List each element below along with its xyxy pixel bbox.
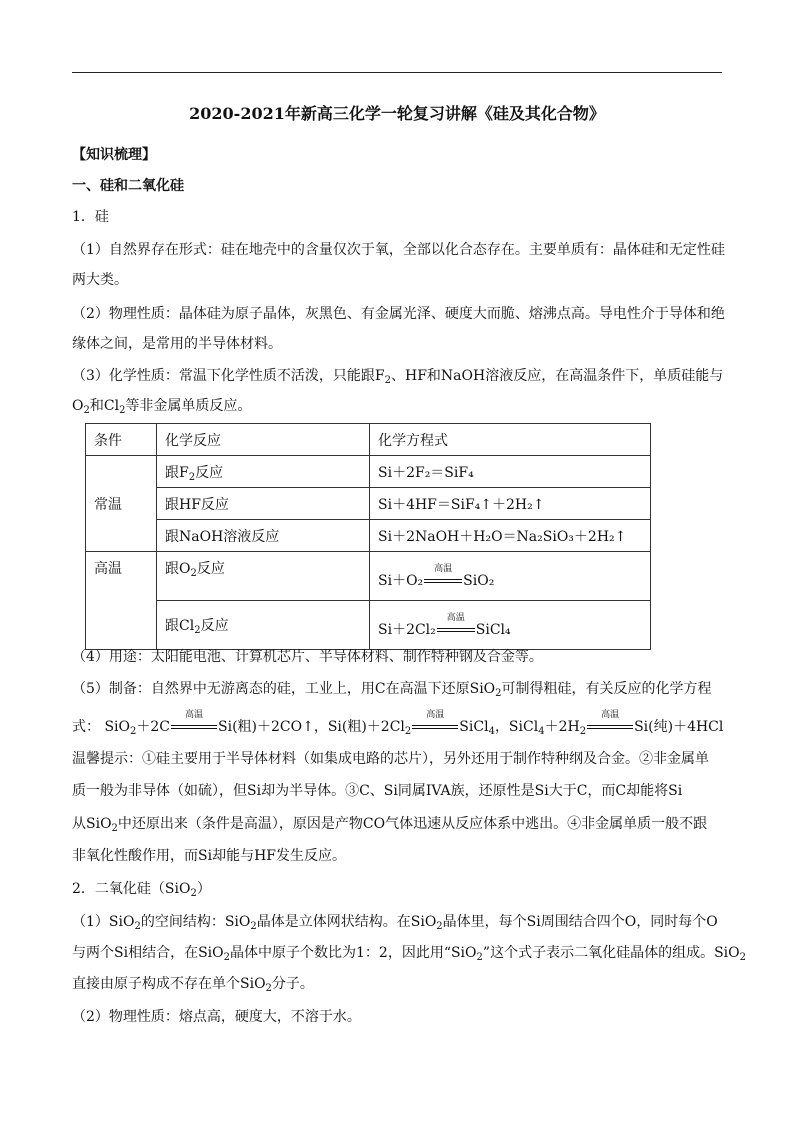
para-physical-line2: 缘体之间，是常用的半导体材料。 [72, 336, 282, 352]
equation-cell: Si＋2Cl₂ 高温 SiCl₄ [370, 601, 651, 650]
reaction-cell: 跟$Cl_2$反应 [157, 601, 370, 650]
para-chemical-line2: $O_2$和$Cl_2$等非金属单质反应。 [72, 398, 252, 416]
equation-cell: Si＋2F₂＝SiF₄ [370, 456, 651, 488]
equation-cell: Si＋O₂ 高温 SiO₂ [370, 552, 651, 601]
para-silica-physical: （2）物理性质：熔点高，硬度大，不溶于水。 [72, 1009, 361, 1025]
tip-line2: 质一般为非导体（如硫），但Si却为半导体。③C、Si同属IVA族，还原性是Si大于C，而C却能将Si [72, 783, 683, 799]
para-preparation-equations: 式： SiO$_2$＋2C 高温 Si(粗)＋2CO↑，Si(粗)$+2Cl_2$ 高温 SiCl$_4$，$SiCl_4+2H_2$ 高温 Si(纯)＋4HCl [72, 710, 724, 737]
reaction-cell: 跟$O_2$反应 [157, 552, 370, 601]
equation-cell: Si＋2NaOH＋H₂O＝Na₂SiO₃＋2H₂↑ [370, 520, 651, 552]
header-rule [72, 72, 722, 73]
table-row [86, 520, 651, 552]
heading-silicon-and-silica: 一、硅和二氧化硅 [72, 178, 184, 194]
page-title: 2020-2021年新高三化学一轮复习讲解《硅及其化合物》 [189, 104, 605, 123]
heading-silica: 2．二氧化硅（SiO$_2$） [72, 881, 211, 899]
reaction-cell: 跟HF反应 [157, 488, 370, 520]
tip-line3: 从SiO$_2$中还原出来（条件是高温），原因是产物CO气体迅速从反应体系中逃出。④非金属单质一般不跟 [72, 816, 708, 834]
para-chemical-line1: （3）化学性质：常温下化学性质不活泼，只能跟$F_2$、HF和NaOH溶液反应，在高温条件下，单质硅能与 [72, 368, 724, 386]
reaction-cell: 跟$F_2$反应 [157, 456, 370, 488]
para-silica-structure-line2: 与两个Si相结合，在SiO$_2$晶体中原子个数比为1：2，因此用“SiO$_2$”这个式子表示二氧化硅晶体的组成。SiO$_2$ [72, 945, 746, 963]
condition-high-temp: 高温 [171, 720, 217, 734]
heading-silicon: 1．硅 [72, 209, 109, 225]
group-room-temperature: 常温 [86, 456, 157, 552]
header-condition: 条件 [86, 424, 157, 456]
reaction-cell: 跟NaOH溶液反应 [157, 520, 370, 552]
tip-line1: 温馨提示：①硅主要用于半导体材料（如集成电路的芯片），另外还用于制作特种纲及合金。②非金属单 [72, 751, 709, 767]
condition-high-temp: 高温 [587, 720, 633, 734]
header-equation: 化学方程式 [370, 424, 651, 456]
para-silica-structure-line1: （1）SiO$_2$的空间结构：SiO$_2$晶体是立体网状结构。在SiO$_2$晶体里，每个Si周围结合四个O，同时每个O [72, 914, 718, 932]
header-reaction: 化学反应 [157, 424, 370, 456]
condition-high-temp: 高温 [424, 574, 462, 588]
para-preparation-line1: （5）制备：自然界中无游离态的硅，工业上，用C在高温下还原SiO$_2$可制得粗硅，有关反应的化学方程 [72, 681, 712, 699]
equation-cell: Si＋4HF＝SiF₄↑＋2H₂↑ [370, 488, 651, 520]
para-uses: （4）用途：太阳能电池、计算机芯片、半导体材料、制作特种钢及合金等。 [72, 649, 543, 665]
para-natural-occurrence-line2: 两大类。 [72, 272, 128, 288]
tip-line4: 非氧化性酸作用，而Si却能与HF发生反应。 [72, 848, 346, 864]
table-row [86, 601, 651, 650]
para-silica-structure-line3: 直接由原子构成不存在单个SiO$_2$分子。 [72, 976, 314, 994]
table-header-row [86, 424, 651, 456]
silicon-reactions-table [85, 423, 651, 650]
table-row [86, 456, 651, 488]
condition-high-temp: 高温 [437, 623, 475, 637]
section-tag: 【知识梳理】 [72, 147, 156, 163]
table-row [86, 552, 651, 601]
para-physical-line1: （2）物理性质：晶体硅为原子晶体，灰黑色、有金属光泽、硬度大而脆、熔沸点高。导电性介于导体和绝 [72, 306, 725, 322]
condition-high-temp: 高温 [412, 720, 458, 734]
group-high-temperature: 高温 [86, 552, 157, 650]
para-natural-occurrence-line1: （1）自然界存在形式：硅在地壳中的含量仅次于氧，全部以化合态存在。主要单质有：晶体硅和无定性硅 [72, 242, 725, 258]
table-row [86, 488, 651, 520]
